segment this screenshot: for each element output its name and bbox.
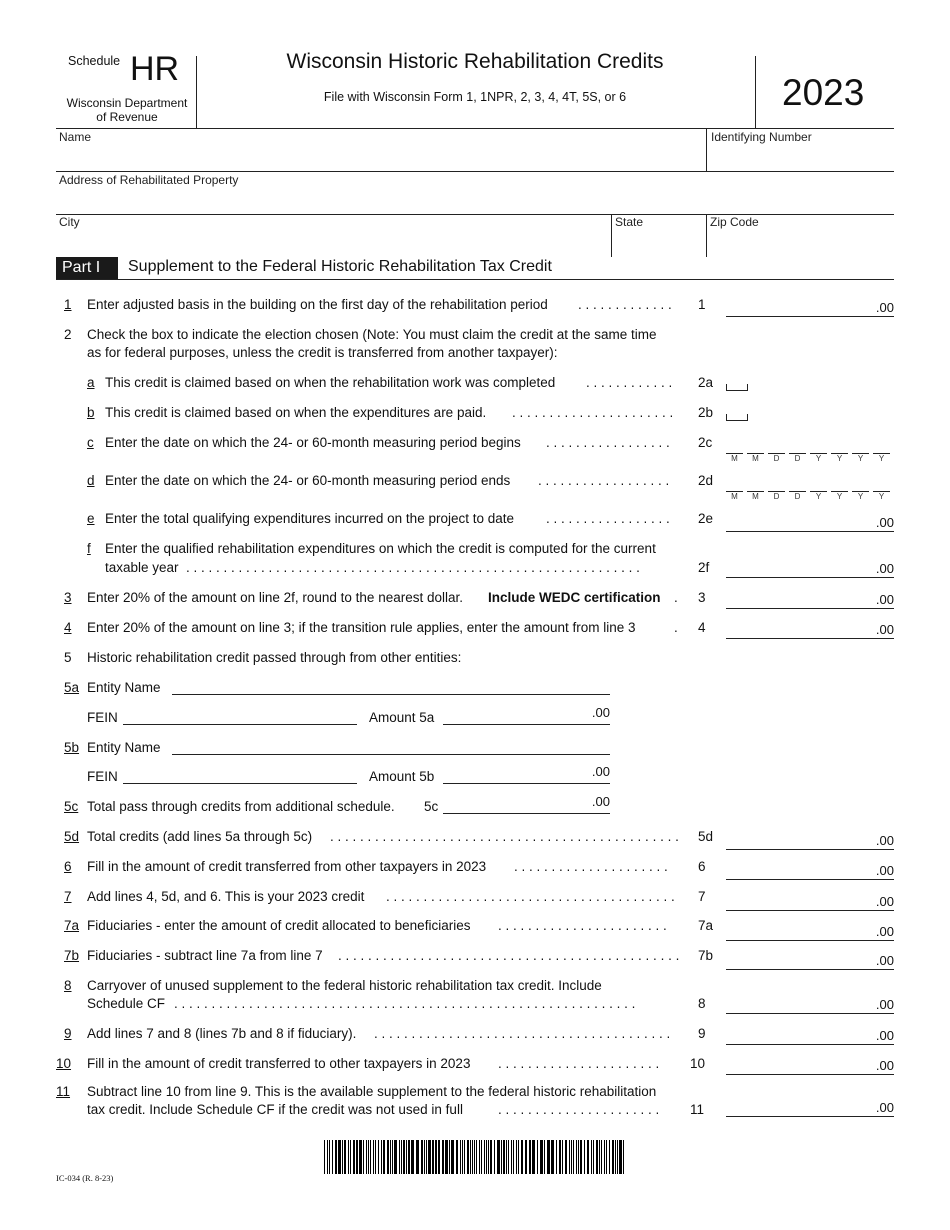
barcode-bar — [503, 1140, 505, 1174]
barcode-bar — [370, 1140, 371, 1174]
barcode-bar — [474, 1140, 475, 1174]
line-5a-number: 5a — [64, 680, 80, 695]
dept-line2: of Revenue — [96, 110, 158, 124]
barcode-bar — [516, 1140, 517, 1174]
date-letter-label: M — [731, 492, 738, 501]
barcode-bar — [593, 1140, 594, 1174]
leader-dots: . . . . . . . . . . . . . . . . . . . . . . . . . . . . . . . . . . . . . . . . . . . . . . . . . . . . . . . . . . . . . . — [174, 996, 636, 1011]
barcode-bar — [488, 1140, 489, 1174]
barcode-bar — [551, 1140, 554, 1174]
barcode-bar — [462, 1140, 463, 1174]
line-9-number: 9 — [64, 1026, 72, 1041]
line-8-text2: Schedule CF — [87, 996, 166, 1011]
line-5-text: Historic rehabilitation credit passed through from other entities: — [87, 650, 462, 665]
barcode-bar — [366, 1140, 367, 1174]
form-id: IC-034 (R. 8-23) — [56, 1173, 114, 1183]
line-7a-text: Fiduciaries - enter the amount of credit allocated to beneficiaries — [87, 918, 471, 933]
leader-dots: . . . . . . . . . . . . . . . . . — [546, 435, 670, 450]
address-label: Address of Rehabilitated Property — [59, 173, 239, 187]
line-2d-text: Enter the date on which the 24- or 60-month measuring period ends — [105, 473, 511, 488]
leader-dots: . . . . . . . . . . . . — [586, 375, 673, 390]
barcode — [324, 1140, 626, 1174]
barcode-bar — [540, 1140, 543, 1174]
barcode-bar — [619, 1140, 622, 1174]
line-2c-letter: c — [87, 435, 94, 450]
zip-label: Zip Code — [710, 215, 759, 229]
leader-dots: . . . . . . . . . . . . . . . . . — [546, 511, 670, 526]
line-5c-ref: 5c — [424, 799, 439, 814]
barcode-bar — [403, 1140, 405, 1174]
line-7-number: 7 — [64, 889, 72, 904]
line-8-number: 8 — [64, 978, 72, 993]
part1-tag: Part I — [56, 257, 118, 279]
line-2f-letter: f — [87, 541, 91, 556]
line-3-bold: Include WEDC certification — [488, 590, 661, 605]
barcode-bar — [368, 1140, 369, 1174]
line-11-number: 11 — [56, 1084, 71, 1099]
barcode-bar — [587, 1140, 589, 1174]
zip-field[interactable] — [707, 215, 894, 256]
barcode-bar — [565, 1140, 567, 1174]
schedule-word: Schedule — [68, 54, 121, 68]
barcode-bar — [390, 1140, 391, 1174]
barcode-bar — [518, 1140, 519, 1174]
leader-dots: . . . . . . . . . . . . . . . . . . — [538, 473, 670, 488]
barcode-bar — [559, 1140, 561, 1174]
barcode-bar — [426, 1140, 427, 1174]
line-7-text: Add lines 4, 5d, and 6. This is your 2023 credit — [87, 889, 365, 904]
identifying-number-label: Identifying Number — [711, 130, 812, 144]
date-letter-label: Y — [815, 454, 822, 463]
line-11-text1: Subtract line 10 from line 9. This is the available supplement to the federal historic rehabilitation — [87, 1084, 657, 1099]
line-7-ref: 7 — [698, 889, 706, 904]
barcode-bar — [604, 1140, 605, 1174]
barcode-bar — [338, 1140, 341, 1174]
line-2e-letter: e — [87, 511, 95, 526]
barcode-bar — [537, 1140, 538, 1174]
barcode-bar — [601, 1140, 602, 1174]
line-2b-ref: 2b — [698, 405, 714, 420]
form-subtitle: File with Wisconsin Form 1, 1NPR, 2, 3, 4, 4T, 5S, or 6 — [323, 90, 627, 104]
line-2a-text: This credit is claimed based on when the rehabilitation work was completed — [105, 375, 556, 390]
line-5-number: 5 — [64, 650, 72, 665]
barcode-bar — [387, 1140, 389, 1174]
part1-title: Supplement to the Federal Historic Rehabilitation Tax Credit — [128, 258, 552, 275]
leader-dots: . . . . . . . . . . . . . . . . . . . . . . . . . . . . . . . . . . . . . . . . — [374, 1026, 671, 1041]
city-label: City — [59, 215, 80, 229]
line-1-number: 1 — [64, 297, 72, 312]
barcode-bar — [501, 1140, 502, 1174]
line-8-ref: 8 — [698, 996, 706, 1011]
line-2f-text2: taxable year — [105, 560, 179, 575]
line-5a-amount-label: Amount 5a — [369, 710, 435, 725]
leader-dots: . . . . . . . . . . . . . . . . . . . . . . . . . . . . . . . . . . . . . . . . . . . . . . — [338, 948, 680, 963]
barcode-bar — [401, 1140, 402, 1174]
line-9-text: Add lines 7 and 8 (lines 7b and 8 if fiduciary). — [87, 1026, 357, 1041]
barcode-bar — [363, 1140, 364, 1174]
barcode-bar — [359, 1140, 362, 1174]
barcode-bar — [521, 1140, 523, 1174]
line-4-ref: 4 — [698, 620, 706, 635]
barcode-bar — [373, 1140, 374, 1174]
line-1-text: Enter adjusted basis in the building on the first day of the rehabilitation period — [87, 297, 548, 312]
line-2d-date-input[interactable] — [726, 476, 896, 501]
barcode-bar — [342, 1140, 343, 1174]
header-divider-left — [196, 56, 197, 128]
line-10-text: Fill in the amount of credit transferred to other taxpayers in 2023 — [87, 1056, 471, 1071]
line-2b-checkbox[interactable] — [726, 414, 748, 421]
state-field[interactable] — [612, 215, 706, 256]
leader-dots: . . . . . . . . . . . . . . . . . . . . . . . — [498, 918, 667, 933]
leader-dots: . . . . . . . . . . . . . . . . . . . . . . — [498, 1056, 660, 1071]
barcode-bar — [481, 1140, 482, 1174]
line-5b-number: 5b — [64, 740, 80, 755]
date-letter-label: M — [752, 454, 759, 463]
schedule-code: HR — [130, 50, 180, 88]
date-letter-label: D — [773, 492, 780, 501]
dept-line1: Wisconsin Department — [66, 96, 188, 110]
barcode-bar — [470, 1140, 471, 1174]
barcode-bar — [424, 1140, 425, 1174]
line-2d-ref: 2d — [698, 473, 714, 488]
barcode-bar — [408, 1140, 410, 1174]
line-2e-amount[interactable]: .00 — [726, 514, 894, 532]
leader-dots: . . . . . . . . . . . . . . . . . . . . . . . . . . . . . . . . . . . . . . . — [386, 889, 675, 904]
barcode-bar — [456, 1140, 458, 1174]
barcode-bar — [445, 1140, 448, 1174]
barcode-bar — [350, 1140, 351, 1174]
barcode-bar — [494, 1140, 495, 1174]
line-7a-ref: 7a — [698, 918, 714, 933]
date-letter-label: Y — [836, 492, 843, 501]
line-6-number: 6 — [64, 859, 72, 874]
tax-year: 2023 — [782, 72, 865, 113]
line-8-amount[interactable]: .00 — [726, 996, 894, 1014]
line-11-text2: tax credit. Include Schedule CF if the credit was not used in full — [87, 1102, 463, 1117]
line-2a-letter: a — [87, 375, 95, 390]
line-3-amount[interactable]: .00 — [726, 591, 894, 609]
line-7-amount[interactable]: .00 — [726, 893, 894, 911]
barcode-bar — [375, 1140, 376, 1174]
barcode-bar — [467, 1140, 469, 1174]
barcode-bar — [411, 1140, 414, 1174]
barcode-bar — [511, 1140, 512, 1174]
identifying-number-field[interactable] — [707, 129, 894, 170]
barcode-bar — [356, 1140, 358, 1174]
leader-dots: . . . . . . . . . . . . . — [578, 297, 672, 312]
line-2a-checkbox[interactable] — [726, 384, 748, 391]
barcode-bar — [484, 1140, 485, 1174]
header-divider-right — [755, 56, 756, 128]
barcode-bar — [378, 1140, 379, 1174]
line-7b-number: 7b — [64, 948, 80, 963]
barcode-bar — [606, 1140, 607, 1174]
line-9-amount[interactable]: .00 — [726, 1027, 894, 1045]
barcode-bar — [335, 1140, 337, 1174]
line-4-text: Enter 20% of the amount on line 3; if the transition rule applies, enter the amount from line 3 — [87, 620, 636, 635]
barcode-bar — [529, 1140, 531, 1174]
line-5a-entity-input[interactable] — [172, 678, 610, 695]
barcode-bar — [472, 1140, 473, 1174]
line-6-ref: 6 — [698, 859, 706, 874]
barcode-bar — [617, 1140, 618, 1174]
name-field[interactable] — [56, 129, 706, 170]
line-2-text2: as for federal purposes, unless the credit is transferred from another taxpayer): — [87, 345, 558, 360]
line-5b-entity-input[interactable] — [172, 738, 610, 755]
date-letter-label: M — [731, 454, 738, 463]
line-10-number: 10 — [56, 1056, 72, 1071]
barcode-bar — [406, 1140, 407, 1174]
barcode-bar — [432, 1140, 434, 1174]
leader-dots: . . . . . . . . . . . . . . . . . . . . . . . . . . . . . . . . . . . . . . . . . . . . . . . — [330, 829, 679, 844]
date-letter-label: Y — [857, 454, 864, 463]
line-2f-text1: Enter the qualified rehabilitation expenditures on which the credit is computed for the current — [105, 541, 656, 556]
address-field[interactable] — [56, 172, 894, 213]
line-5c-amount-input[interactable]: .00 — [443, 797, 610, 814]
line-11-ref: 11 — [690, 1102, 705, 1117]
barcode-bar — [344, 1140, 346, 1174]
barcode-bar — [394, 1140, 397, 1174]
barcode-bar — [584, 1140, 585, 1174]
date-letter-label: Y — [815, 492, 822, 501]
line-2c-date-input[interactable] — [726, 438, 896, 463]
barcode-bar — [399, 1140, 400, 1174]
line-7a-amount[interactable]: .00 — [726, 923, 894, 941]
line-6-text: Fill in the amount of credit transferred from other taxpayers in 2023 — [87, 859, 487, 874]
date-letter-label: Y — [836, 454, 843, 463]
barcode-bar — [556, 1140, 557, 1174]
line-5d-text: Total credits (add lines 5a through 5c) — [87, 829, 313, 844]
line-3-ref: 3 — [698, 590, 706, 605]
barcode-bar — [486, 1140, 487, 1174]
line-5a-fein-input[interactable] — [123, 708, 357, 725]
barcode-bar — [525, 1140, 527, 1174]
barcode-bar — [576, 1140, 577, 1174]
date-letter-label: D — [794, 454, 801, 463]
barcode-bar — [392, 1140, 393, 1174]
line-5a-fein-label: FEIN — [87, 710, 118, 725]
barcode-bar — [442, 1140, 444, 1174]
barcode-bar — [348, 1140, 349, 1174]
barcode-bar — [435, 1140, 437, 1174]
date-letter-label: Y — [878, 454, 885, 463]
line-5c-text: Total pass through credits from additional schedule. — [87, 799, 395, 814]
barcode-bar — [508, 1140, 509, 1174]
barcode-bar — [547, 1140, 550, 1174]
barcode-bar — [324, 1140, 325, 1174]
barcode-bar — [573, 1140, 574, 1174]
barcode-bar — [438, 1140, 440, 1174]
line-2-number: 2 — [64, 327, 72, 342]
line-10-amount[interactable]: .00 — [726, 1057, 894, 1075]
line-3-number: 3 — [64, 590, 72, 605]
barcode-bar — [612, 1140, 614, 1174]
barcode-bar — [421, 1140, 423, 1174]
line-5b-entity-label: Entity Name — [87, 740, 161, 755]
line-4-amount[interactable]: .00 — [726, 621, 894, 639]
barcode-bar — [599, 1140, 600, 1174]
line-2c-text: Enter the date on which the 24- or 60-month measuring period begins — [105, 435, 521, 450]
city-field[interactable] — [56, 215, 611, 256]
line-2c-ref: 2c — [698, 435, 713, 450]
line-2f-ref: 2f — [698, 560, 710, 575]
line-5d-number: 5d — [64, 829, 80, 844]
line-6-amount[interactable]: .00 — [726, 862, 894, 880]
line-11-amount[interactable]: .00 — [726, 1099, 894, 1117]
barcode-bar — [449, 1140, 450, 1174]
line-2b-text: This credit is claimed based on when the expenditures are paid. — [105, 405, 487, 420]
line-5b-fein-label: FEIN — [87, 769, 118, 784]
line-8-text1: Carryover of unused supplement to the federal historic rehabilitation tax credit. Include — [87, 978, 602, 993]
barcode-bar — [596, 1140, 598, 1174]
barcode-bar — [332, 1140, 333, 1174]
line-4-number: 4 — [64, 620, 72, 635]
barcode-bar — [532, 1140, 535, 1174]
barcode-bar — [464, 1140, 465, 1174]
line-2-text1: Check the box to indicate the election chosen (Note: You must claim the credit at the same time — [87, 327, 657, 342]
line-9-ref: 9 — [698, 1026, 706, 1041]
line-5a-entity-label: Entity Name — [87, 680, 161, 695]
line-2d-letter: d — [87, 473, 95, 488]
barcode-bar — [381, 1140, 382, 1174]
barcode-bar — [571, 1140, 572, 1174]
line-10-ref: 10 — [690, 1056, 706, 1071]
line-2b-letter: b — [87, 405, 95, 420]
barcode-bar — [490, 1140, 492, 1174]
line-2a-ref: 2a — [698, 375, 714, 390]
form-title: Wisconsin Historic Rehabilitation Credits — [286, 50, 664, 73]
line-5b-amount-input[interactable]: .00 — [443, 767, 610, 784]
leader-dots: . . . . . . . . . . . . . . . . . . . . . — [514, 859, 668, 874]
line-7a-number: 7a — [64, 918, 80, 933]
line-3-text: Enter 20% of the amount on line 2f, round to the nearest dollar. — [87, 590, 463, 605]
leader-dots: . . . . . . . . . . . . . . . . . . . . . . . . . . . . . . . . . . . . . . . . . . . . . . . . . . . . . . . . . . . . . — [186, 560, 640, 575]
line-1-amount[interactable]: .00 — [726, 299, 894, 317]
leader-dots: . . . . . . . . . . . . . . . . . . . . . . — [498, 1102, 660, 1117]
line-5d-ref: 5d — [698, 829, 714, 844]
barcode-bar — [615, 1140, 616, 1174]
barcode-bar — [544, 1140, 545, 1174]
barcode-bar — [609, 1140, 610, 1174]
barcode-bar — [479, 1140, 480, 1174]
line-7b-ref: 7b — [698, 948, 714, 963]
barcode-bar — [383, 1140, 385, 1174]
barcode-bar — [327, 1140, 328, 1174]
name-label: Name — [59, 130, 92, 144]
line-2f-amount[interactable]: .00 — [726, 560, 894, 578]
barcode-bar — [580, 1140, 582, 1174]
barcode-bar — [329, 1140, 330, 1174]
barcode-bar — [623, 1140, 624, 1174]
line-5a-amount-input[interactable]: .00 — [443, 708, 610, 725]
line-2e-ref: 2e — [698, 511, 714, 526]
date-letter-label: D — [773, 454, 780, 463]
barcode-bar — [497, 1140, 500, 1174]
line-5d-amount[interactable]: .00 — [726, 832, 894, 850]
barcode-bar — [562, 1140, 563, 1174]
barcode-bar — [451, 1140, 454, 1174]
barcode-bar — [460, 1140, 461, 1174]
barcode-bar — [416, 1140, 419, 1174]
barcode-bar — [578, 1140, 579, 1174]
line-5b-fein-input[interactable] — [123, 767, 357, 784]
line-7b-amount[interactable]: .00 — [726, 952, 894, 970]
date-letter-label: M — [752, 492, 759, 501]
barcode-bar — [569, 1140, 570, 1174]
date-letter-label: Y — [878, 492, 885, 501]
barcode-bar — [506, 1140, 507, 1174]
date-letter-label: D — [794, 492, 801, 501]
barcode-bar — [353, 1140, 355, 1174]
line-7b-text: Fiduciaries - subtract line 7a from line 7 — [87, 948, 323, 963]
line-1-ref: 1 — [698, 297, 706, 312]
line-5c-number: 5c — [64, 799, 79, 814]
line-2e-text: Enter the total qualifying expenditures incurred on the project to date — [105, 511, 515, 526]
date-letter-label: Y — [857, 492, 864, 501]
barcode-bar — [591, 1140, 592, 1174]
line-5b-amount-label: Amount 5b — [369, 769, 435, 784]
barcode-bar — [513, 1140, 514, 1174]
state-label: State — [615, 215, 644, 229]
leader-dots: . . . . . . . . . . . . . . . . . . . . . . — [512, 405, 674, 420]
barcode-bar — [428, 1140, 431, 1174]
barcode-bar — [476, 1140, 477, 1174]
